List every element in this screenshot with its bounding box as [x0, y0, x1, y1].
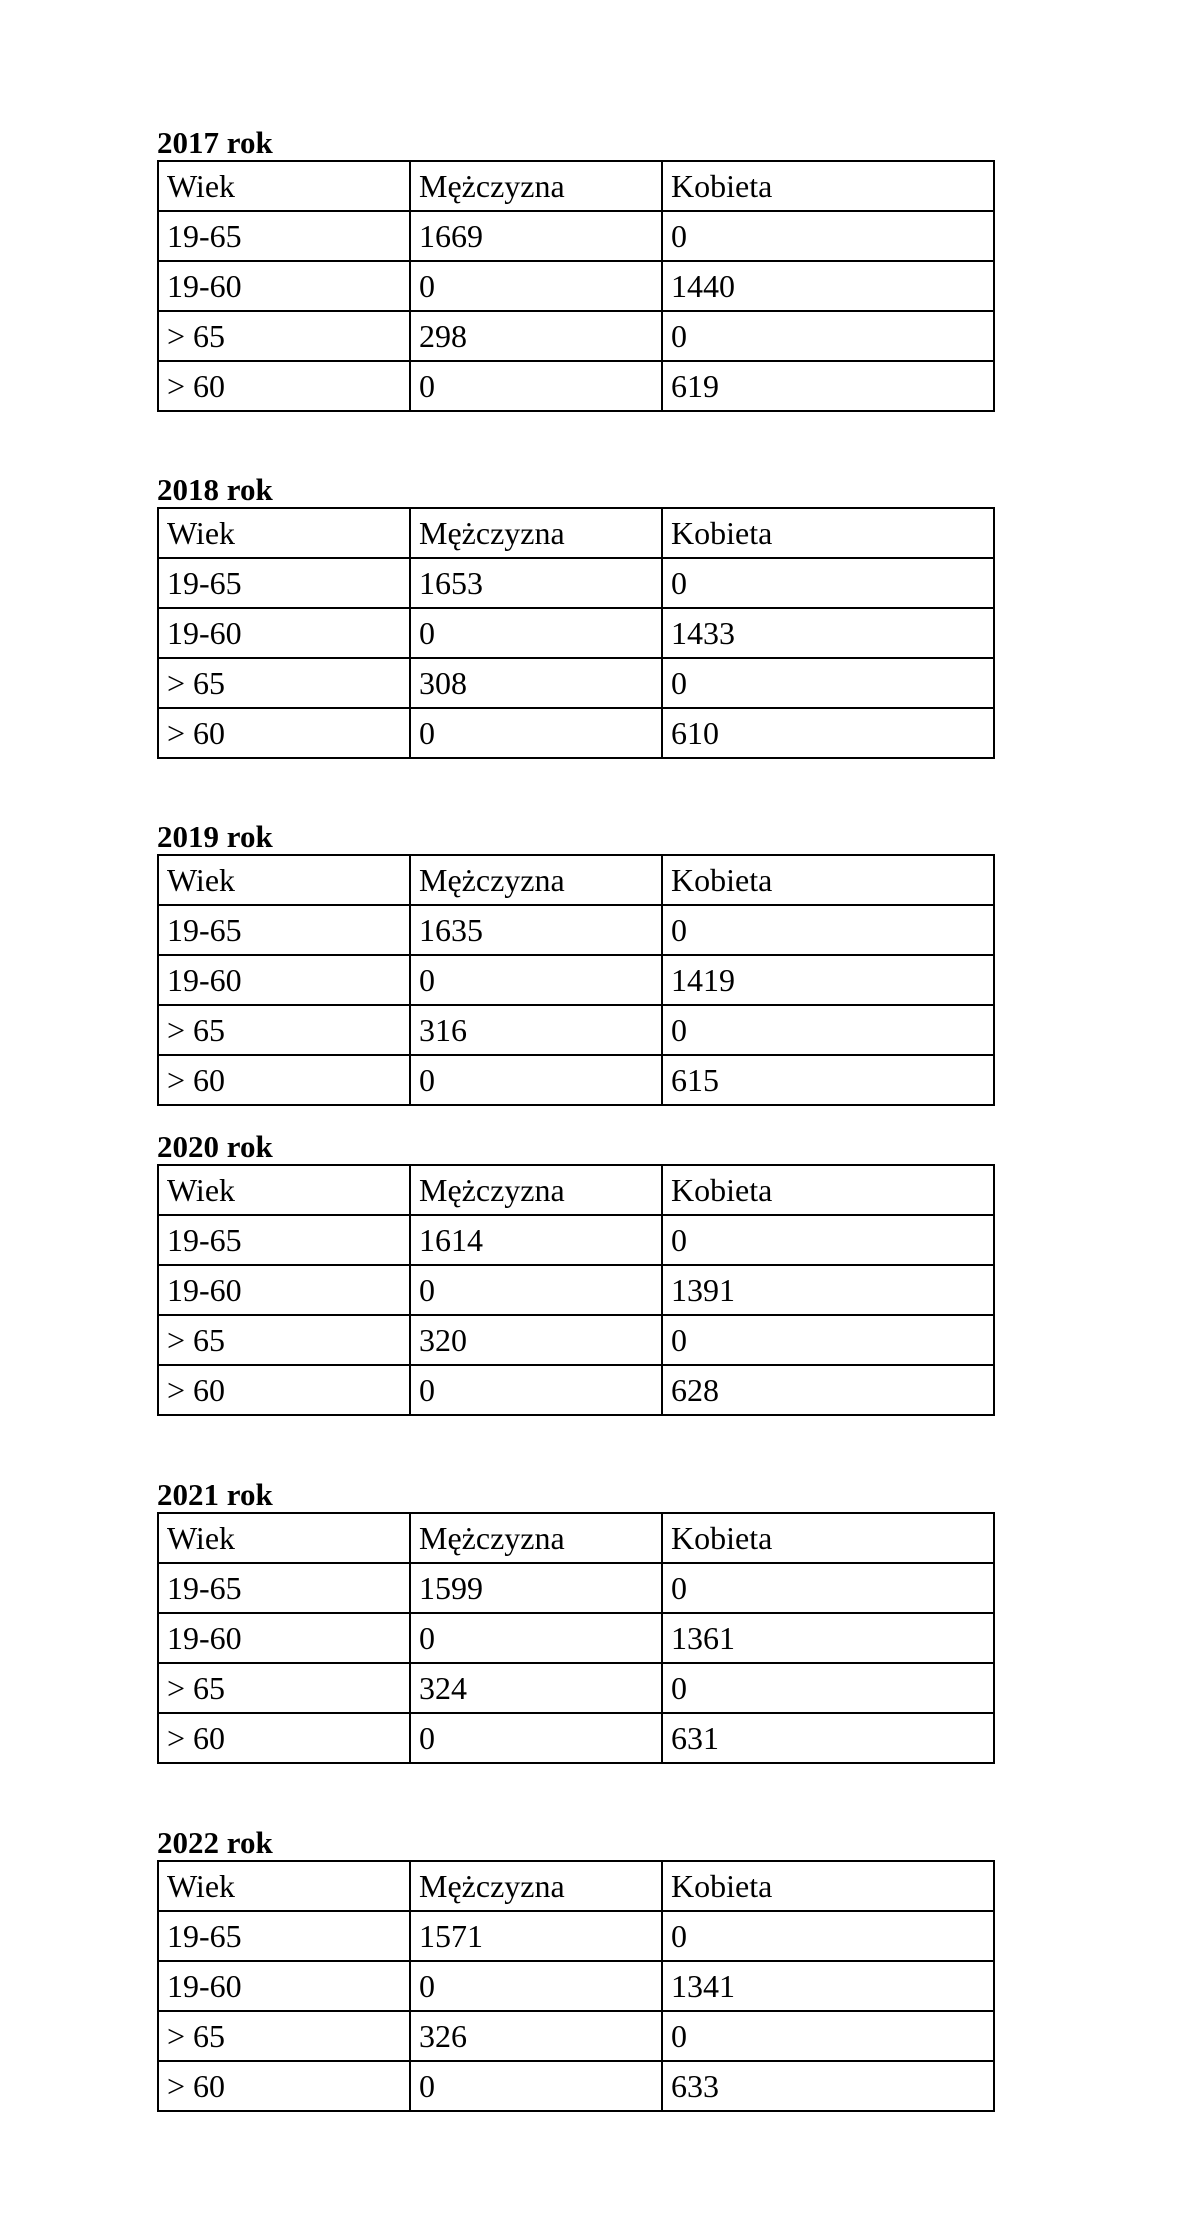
section-title: 2020 rok — [157, 1129, 273, 1164]
table-cell: 0 — [410, 1713, 662, 1763]
table-cell: 0 — [662, 311, 994, 361]
table-row — [158, 955, 994, 1005]
data-table — [157, 507, 995, 759]
table-cell: 0 — [410, 1055, 662, 1105]
header-cell: Mężczyzna — [410, 855, 662, 905]
table-cell: > 65 — [158, 658, 410, 708]
header-cell: Wiek — [158, 855, 410, 905]
table-cell: > 60 — [158, 1055, 410, 1105]
table-cell: 628 — [662, 1365, 994, 1415]
section-title: 2019 rok — [157, 819, 273, 854]
table-cell: 19-60 — [158, 608, 410, 658]
table-cell: 19-65 — [158, 558, 410, 608]
table-cell: 19-60 — [158, 261, 410, 311]
data-table — [157, 1860, 995, 2112]
table-cell: 0 — [662, 1563, 994, 1613]
table-row — [158, 1713, 994, 1763]
table-cell: 0 — [410, 2061, 662, 2111]
table-cell: 0 — [410, 608, 662, 658]
table-row — [158, 1055, 994, 1105]
table-cell: 0 — [410, 1365, 662, 1415]
table-cell: 0 — [410, 955, 662, 1005]
table-cell: > 60 — [158, 361, 410, 411]
table-cell: 19-65 — [158, 1563, 410, 1613]
data-table — [157, 854, 995, 1106]
table-cell: 631 — [662, 1713, 994, 1763]
table-cell: 320 — [410, 1315, 662, 1365]
table-row — [158, 1315, 994, 1365]
section-title: 2017 rok — [157, 125, 273, 160]
header-cell: Wiek — [158, 508, 410, 558]
table-cell: 19-65 — [158, 211, 410, 261]
table-header-row — [158, 161, 994, 211]
table-cell: 0 — [662, 1663, 994, 1713]
data-table — [157, 160, 995, 412]
header-cell: Wiek — [158, 161, 410, 211]
table-cell: 0 — [662, 658, 994, 708]
header-cell: Mężczyzna — [410, 161, 662, 211]
table-cell: > 65 — [158, 2011, 410, 2061]
table-cell: 19-65 — [158, 905, 410, 955]
data-table — [157, 1164, 995, 1416]
year-section — [157, 1478, 993, 1764]
table-cell: 19-65 — [158, 1215, 410, 1265]
table-cell: 19-65 — [158, 1911, 410, 1961]
data-table — [157, 1512, 995, 1764]
table-cell: 0 — [410, 261, 662, 311]
table-cell: 19-60 — [158, 1265, 410, 1315]
header-cell: Mężczyzna — [410, 1861, 662, 1911]
table-cell: 19-60 — [158, 955, 410, 1005]
table-cell: 610 — [662, 708, 994, 758]
table-cell: 0 — [410, 1961, 662, 2011]
header-cell: Mężczyzna — [410, 1513, 662, 1563]
table-cell: 326 — [410, 2011, 662, 2061]
table-cell: 1635 — [410, 905, 662, 955]
year-section — [157, 473, 993, 759]
header-cell: Wiek — [158, 1861, 410, 1911]
header-cell: Kobieta — [662, 508, 994, 558]
table-cell: 615 — [662, 1055, 994, 1105]
table-row — [158, 1005, 994, 1055]
header-cell: Wiek — [158, 1513, 410, 1563]
table-cell: 0 — [662, 2011, 994, 2061]
table-row — [158, 311, 994, 361]
table-cell: > 60 — [158, 2061, 410, 2111]
table-cell: 1599 — [410, 1563, 662, 1613]
table-row — [158, 1215, 994, 1265]
table-header-row — [158, 1513, 994, 1563]
table-header-row — [158, 1165, 994, 1215]
table-cell: 324 — [410, 1663, 662, 1713]
table-cell: 0 — [662, 558, 994, 608]
table-row — [158, 2061, 994, 2111]
table-cell: 19-60 — [158, 1961, 410, 2011]
table-cell: 1391 — [662, 1265, 994, 1315]
header-cell: Kobieta — [662, 161, 994, 211]
table-cell: 0 — [662, 905, 994, 955]
table-header-row — [158, 1861, 994, 1911]
table-cell: 1419 — [662, 955, 994, 1005]
year-section — [157, 1130, 993, 1416]
table-cell: 619 — [662, 361, 994, 411]
table-row — [158, 261, 994, 311]
table-cell: 316 — [410, 1005, 662, 1055]
table-cell: > 65 — [158, 311, 410, 361]
table-cell: 0 — [410, 1265, 662, 1315]
table-cell: > 65 — [158, 1663, 410, 1713]
section-title: 2021 rok — [157, 1477, 273, 1512]
table-cell: 0 — [662, 1215, 994, 1265]
table-header-row — [158, 855, 994, 905]
table-cell: 633 — [662, 2061, 994, 2111]
section-title: 2022 rok — [157, 1825, 273, 1860]
table-cell: 0 — [662, 1315, 994, 1365]
table-row — [158, 558, 994, 608]
table-cell: 0 — [662, 1005, 994, 1055]
table-cell: 0 — [410, 361, 662, 411]
table-row — [158, 361, 994, 411]
table-row — [158, 1911, 994, 1961]
table-header-row — [158, 508, 994, 558]
table-cell: 1440 — [662, 261, 994, 311]
table-row — [158, 1961, 994, 2011]
table-cell: 1341 — [662, 1961, 994, 2011]
table-cell: > 60 — [158, 1365, 410, 1415]
table-row — [158, 658, 994, 708]
table-row — [158, 1663, 994, 1713]
table-row — [158, 1613, 994, 1663]
table-cell: 1653 — [410, 558, 662, 608]
header-cell: Kobieta — [662, 855, 994, 905]
table-row — [158, 211, 994, 261]
table-row — [158, 1563, 994, 1613]
year-section — [157, 820, 993, 1106]
table-cell: > 65 — [158, 1005, 410, 1055]
table-cell: > 60 — [158, 1713, 410, 1763]
section-title: 2018 rok — [157, 472, 273, 507]
table-cell: 1669 — [410, 211, 662, 261]
header-cell: Wiek — [158, 1165, 410, 1215]
table-row — [158, 708, 994, 758]
table-cell: > 60 — [158, 708, 410, 758]
table-cell: > 65 — [158, 1315, 410, 1365]
table-row — [158, 905, 994, 955]
table-row — [158, 2011, 994, 2061]
header-cell: Kobieta — [662, 1165, 994, 1215]
header-cell: Mężczyzna — [410, 1165, 662, 1215]
table-cell: 1433 — [662, 608, 994, 658]
table-cell: 0 — [662, 211, 994, 261]
table-cell: 1614 — [410, 1215, 662, 1265]
table-cell: 0 — [662, 1911, 994, 1961]
table-row — [158, 1365, 994, 1415]
year-section — [157, 1826, 993, 2112]
table-cell: 298 — [410, 311, 662, 361]
table-cell: 0 — [410, 708, 662, 758]
table-cell: 19-60 — [158, 1613, 410, 1663]
table-row — [158, 1265, 994, 1315]
table-row — [158, 608, 994, 658]
header-cell: Kobieta — [662, 1861, 994, 1911]
year-section — [157, 126, 993, 412]
header-cell: Kobieta — [662, 1513, 994, 1563]
header-cell: Mężczyzna — [410, 508, 662, 558]
table-cell: 308 — [410, 658, 662, 708]
table-cell: 0 — [410, 1613, 662, 1663]
table-cell: 1571 — [410, 1911, 662, 1961]
table-cell: 1361 — [662, 1613, 994, 1663]
